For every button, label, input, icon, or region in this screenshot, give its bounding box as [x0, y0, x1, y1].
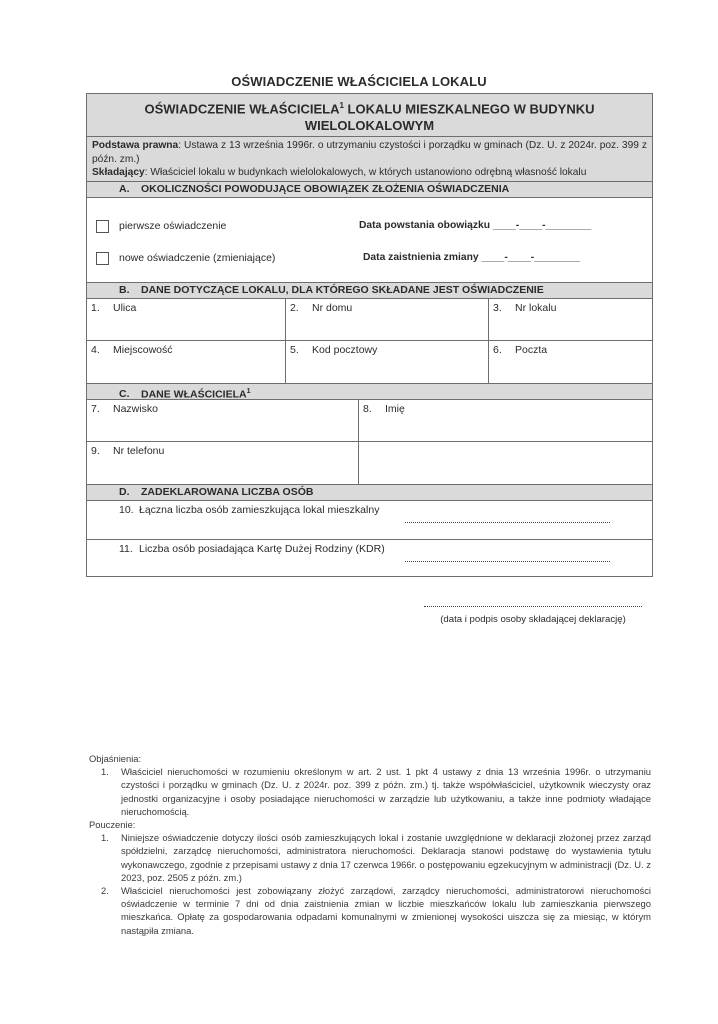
total-residents-input[interactable]: [405, 521, 610, 523]
option-new-declaration[interactable]: nowe oświadczenie (zmieniające): [96, 252, 275, 265]
declaration-form: [86, 93, 653, 577]
notes-section: [89, 752, 651, 937]
kdr-holders-row: 11. Liczba osób posiadająca Kartę Dużej Rodziny (KDR): [87, 540, 652, 576]
explanations-heading: Objaśnienia:: [89, 753, 142, 764]
section-c-fields-row1: [87, 400, 652, 442]
form-header: [87, 94, 652, 137]
apartment-number-field[interactable]: 3. Nr lokalu: [489, 299, 652, 341]
surname-field[interactable]: 7. Nazwisko: [87, 400, 359, 442]
footnote-ref: 1: [339, 101, 344, 110]
instructions-list: [89, 831, 651, 937]
signature-line[interactable]: [424, 606, 642, 607]
phone-field[interactable]: 9. Nr telefonu: [87, 442, 359, 484]
first-name-field[interactable]: 8. Imię: [359, 400, 652, 442]
total-residents-row: 10. Łączna liczba osób zamieszkująca lokal mieszkalny: [87, 501, 652, 540]
post-office-field[interactable]: 6. Poczta: [493, 343, 548, 356]
street-field[interactable]: 1. Ulica: [87, 299, 286, 341]
submitter: Składający: Właściciel lokalu w budynkach wielolokalowych, w których ustanowiono odrębną własność lokalu: [92, 167, 587, 179]
section-a-header: A. OKOLICZNOŚCI POWODUJĄCE OBOWIĄZEK ZŁOŻENIA OŚWIADCZENIA: [87, 181, 652, 198]
legal-basis: Podstawa prawna: Ustawa z 13 września 1996r. o utrzymaniu czystości i porządku w gminach (Dz. U. z 2024r. poz. 399 z późn. zm.): [92, 140, 647, 165]
legal-info: [87, 137, 652, 181]
checkbox-first-declaration[interactable]: [96, 220, 109, 233]
section-c-fields-row2: [87, 442, 652, 484]
section-b-fields-row2: [87, 341, 652, 383]
instructions-heading: Pouczenie:: [89, 819, 136, 831]
change-date-field[interactable]: Data zaistnienia zmiany ____-____-________: [363, 251, 580, 263]
empty-field: [359, 442, 652, 484]
section-b-header: B. DANE DOTYCZĄCE LOKALU, DLA KTÓREGO SKŁADANE JEST OŚWIADCZENIE: [87, 282, 652, 299]
obligation-date-field[interactable]: Data powstania obowiązku ____-____-________: [359, 219, 592, 231]
footnote-ref: 1: [246, 387, 251, 395]
checkbox-new-declaration[interactable]: [96, 252, 109, 265]
city-field[interactable]: 4. Miejscowość: [87, 341, 286, 383]
explanation-item: 1. Właściciel nieruchomości w rozumieniu określonym w art. 2 ust. 1 pkt 4 ustawy z dnia 13 września 1996r. o utrzymaniu czystości i porządku w gminach (Dz. U. z 2024r. poz. 399 z późn. zm.) tj. także współwłaściciel, użytkownik wieczysty oraz jednostki organizacyjne i osoby posiadające nieruchomości w zarządzie lub użytkowaniu, a także inne podmioty władające nieruchomością.: [101, 766, 651, 817]
form-title-line2: WIELOLOKALOWYM: [304, 118, 435, 134]
postal-code-field[interactable]: 5. Kod pocztowy: [286, 341, 489, 383]
form-title-line1: OŚWIADCZENIE WŁAŚCICIELA$^1$ LOKALU MIESZKALNEGO W BUDYNKU: [144, 101, 595, 117]
kdr-holders-input[interactable]: [405, 560, 610, 562]
signature-label: (data i podpis osoby składającej deklarację): [440, 614, 626, 625]
instruction-item: 2. Właściciel nieruchomości jest zobowiązany złożyć zarządowi, zarządcy nieruchomości, administratorowi nieruchomości oświadczenie w terminie 7 dni od dnia zaistnienia zmian w liczbie mieszkańców lokalu lub zamieszkania pierwszego mieszkańca. Opłatę za gospodarowania odpadami komunalnymi w zmienionej wysokości uiszcza się za miesiąc, w którym nastąpiła zmiana.: [101, 885, 651, 936]
explanations-list: [89, 765, 651, 818]
section-d-header: D. ZADEKLAROWANA LICZBA OSÓB: [87, 484, 652, 501]
option-first-declaration[interactable]: pierwsze oświadczenie: [96, 220, 226, 233]
instruction-item: 1. Niniejsze oświadczenie dotyczy ilości osób zamieszkujących lokal i zostanie uwzględnione w deklaracji złożonej przez zarząd spółdzielni, zarządcę nieruchomości, administratora nieruchomości. Deklaracja stanowi podstawę do wystawienia tytułu wykonawczego, zgodnie z przepisami ustawy z dnia 17 czerwca 1966r. o postępowaniu egzekucyjnym w administracji (Dz. U. z 2023, poz. 2505 z późn. zm.): [101, 832, 651, 883]
section-b-fields-row1: [87, 299, 652, 341]
page-title: OŚWIADCZENIE WŁAŚCICIELA LOKALU: [231, 74, 487, 89]
house-number-field[interactable]: 2. Nr domu: [286, 299, 489, 341]
section-c-header: C. DANE WŁAŚCICIELA$^1$: [87, 383, 652, 400]
section-a-body: [87, 198, 652, 282]
